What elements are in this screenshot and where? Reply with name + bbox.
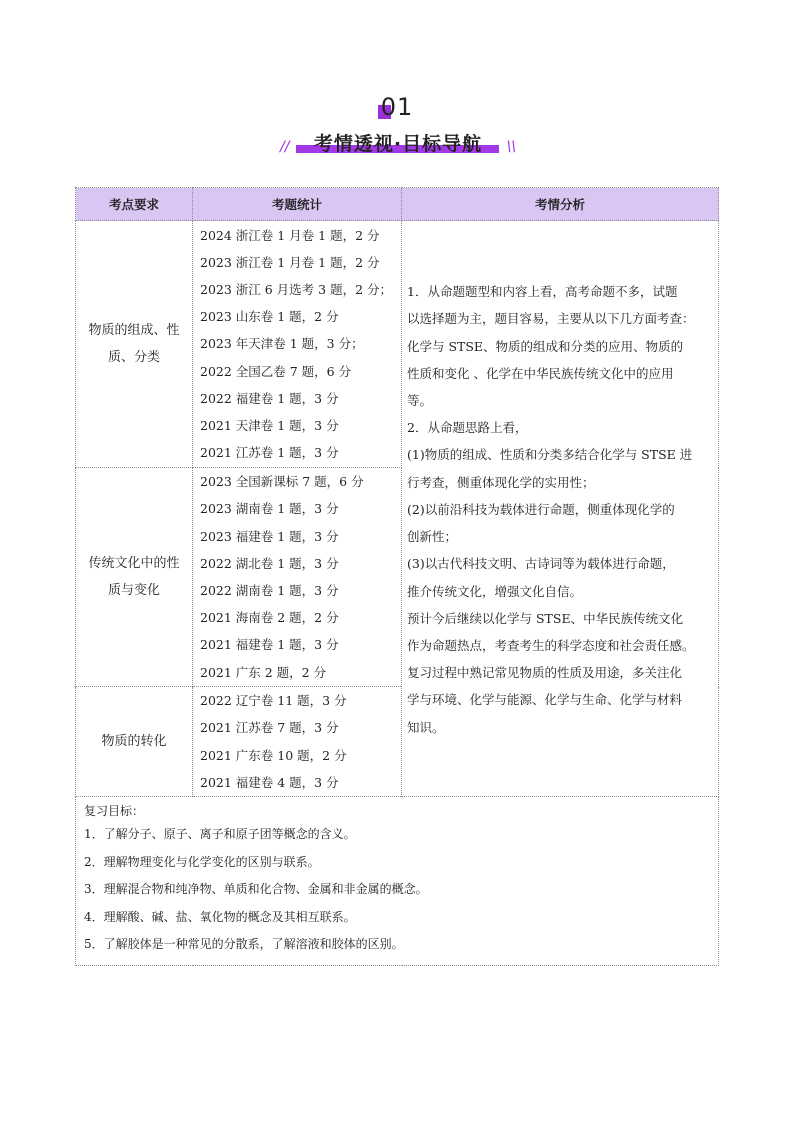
stat-item: 2022 湖南卷 1 题，3 分 [200,583,339,598]
analysis-line: (1)物质的组成、性质和分类多结合化学与 STSE 进 [407,447,693,463]
point-text-line: 物质的转化 [101,734,167,749]
analysis-line: 等。 [407,393,433,409]
review-goals-cell [76,797,719,966]
analysis-line: 以选择题为主，题目容易，主要从以下几方面考查： [407,311,695,327]
point-text-line: 传统文化中的性 [88,556,180,571]
section-title: 考情透视·目标导航 [313,133,483,155]
stat-item: 2023 浙江 6 月选考 3 题，2 分； [200,282,393,298]
review-goal-item: 1．了解分子、原子、离子和原子团等概念的含义。 [84,827,356,841]
stat-item: 2021 江苏卷 1 题，3 分 [200,445,339,461]
stat-item: 2021 广东卷 10 题，2 分 [200,747,347,763]
analysis-cell [402,221,719,797]
review-goal-item: 4．理解酸、碱、盐、氧化物的概念及其相互联系。 [84,909,356,924]
section-number-text: 01 [380,93,414,121]
stat-item: 2022 福建卷 1 题，3 分 [200,390,339,406]
analysis-line: (2)以前沿科技为载体进行命题，侧重体现化学的 [407,501,675,517]
review-goal-item: 3．理解混合物和纯净物、单质和化合物、金属和非金属的概念。 [84,882,428,896]
stat-item: 2023 全国新课标 7 题，6 分 [200,474,364,490]
section-number [0,93,794,121]
analysis-line: 作为命题热点，考查考生的科学态度和社会责任感。 [407,637,695,653]
analysis-line: 2．从命题思路上看， [407,420,528,436]
stat-item: 2024 浙江卷 1 月卷 1 题，2 分 [200,227,380,243]
review-goal-item: 2．理解物理变化与化学变化的区别与联系。 [84,854,320,869]
analysis-line: 创新性； [407,529,458,545]
header-cell-stats: 考题统计 [193,188,402,221]
point-cell [76,221,193,468]
stats-cell [193,221,402,468]
stat-item: 2021 天津卷 1 题，3 分 [200,417,339,433]
stat-item: 2023 浙江卷 1 月卷 1 题，2 分 [200,254,380,270]
stat-item: 2021 江苏卷 7 题，3 分 [200,720,339,736]
table-header-row [76,188,719,221]
analysis-line: 化学与 STSE、物质的组成和分类的应用、物质的 [407,338,684,354]
stat-item: 2023 湖南卷 1 题，3 分 [200,501,339,517]
point-cell [76,687,193,797]
table-row [76,797,719,966]
header-cell-analysis: 考情分析 [402,188,719,221]
stat-item: 2021 福建卷 1 题，3 分 [200,637,339,653]
analysis-line: 行考查，侧重体现化学的实用性； [407,474,595,490]
analysis-line: 1．从命题题型和内容上看，高考命题不多，试题 [407,284,678,300]
point-text-line: 质、分类 [107,350,160,365]
stat-item: 2023 山东卷 1 题，2 分 [200,309,339,325]
stat-item: 2022 全国乙卷 7 题，6 分 [200,363,352,379]
table-row [76,221,719,468]
stat-item: 2022 辽宁卷 11 题，3 分 [200,693,347,709]
stat-item: 2021 福建卷 4 题，3 分 [200,774,339,790]
point-text-line: 物质的组成、性 [88,323,180,338]
stat-item: 2023 福建卷 1 题，3 分 [200,528,339,544]
analysis-line: 预计今后继续以化学与 STSE、中华民族传统文化 [407,610,684,626]
stats-cell [193,468,402,687]
point-cell [76,468,193,687]
analysis-line: 知识。 [407,719,445,735]
exam-analysis-table [75,187,719,966]
stats-cell [193,687,402,797]
section-title-banner [276,127,520,157]
stat-item: 2023 年天津卷 1 题，3 分； [200,336,364,352]
header-cell-point: 考点要求 [76,188,193,221]
analysis-line: 学与环境、化学与能源、化学与生命、化学与材料 [407,692,683,708]
stat-item: 2021 广东 2 题，2 分 [200,664,327,680]
left-slash-decoration-icon: // [280,139,290,155]
point-text-line: 质与变化 [107,583,160,598]
right-slash-decoration-icon: \\ [506,139,516,155]
review-goals-title: 复习目标： [84,804,145,818]
stat-item: 2022 湖北卷 1 题，3 分 [200,555,339,571]
review-goal-item: 5．了解胶体是一种常见的分散系，了解溶液和胶体的区别。 [84,937,404,951]
analysis-line: (3)以古代科技文明、古诗词等为载体进行命题， [407,556,675,572]
stat-item: 2021 海南卷 2 题，2 分 [200,610,339,626]
analysis-line: 复习过程中熟记常见物质的性质及用途，多关注化 [407,665,683,681]
analysis-line: 性质和变化 、化学在中华民族传统文化中的应用 [407,365,674,381]
analysis-line: 推介传统文化，增强文化自信。 [407,583,583,599]
